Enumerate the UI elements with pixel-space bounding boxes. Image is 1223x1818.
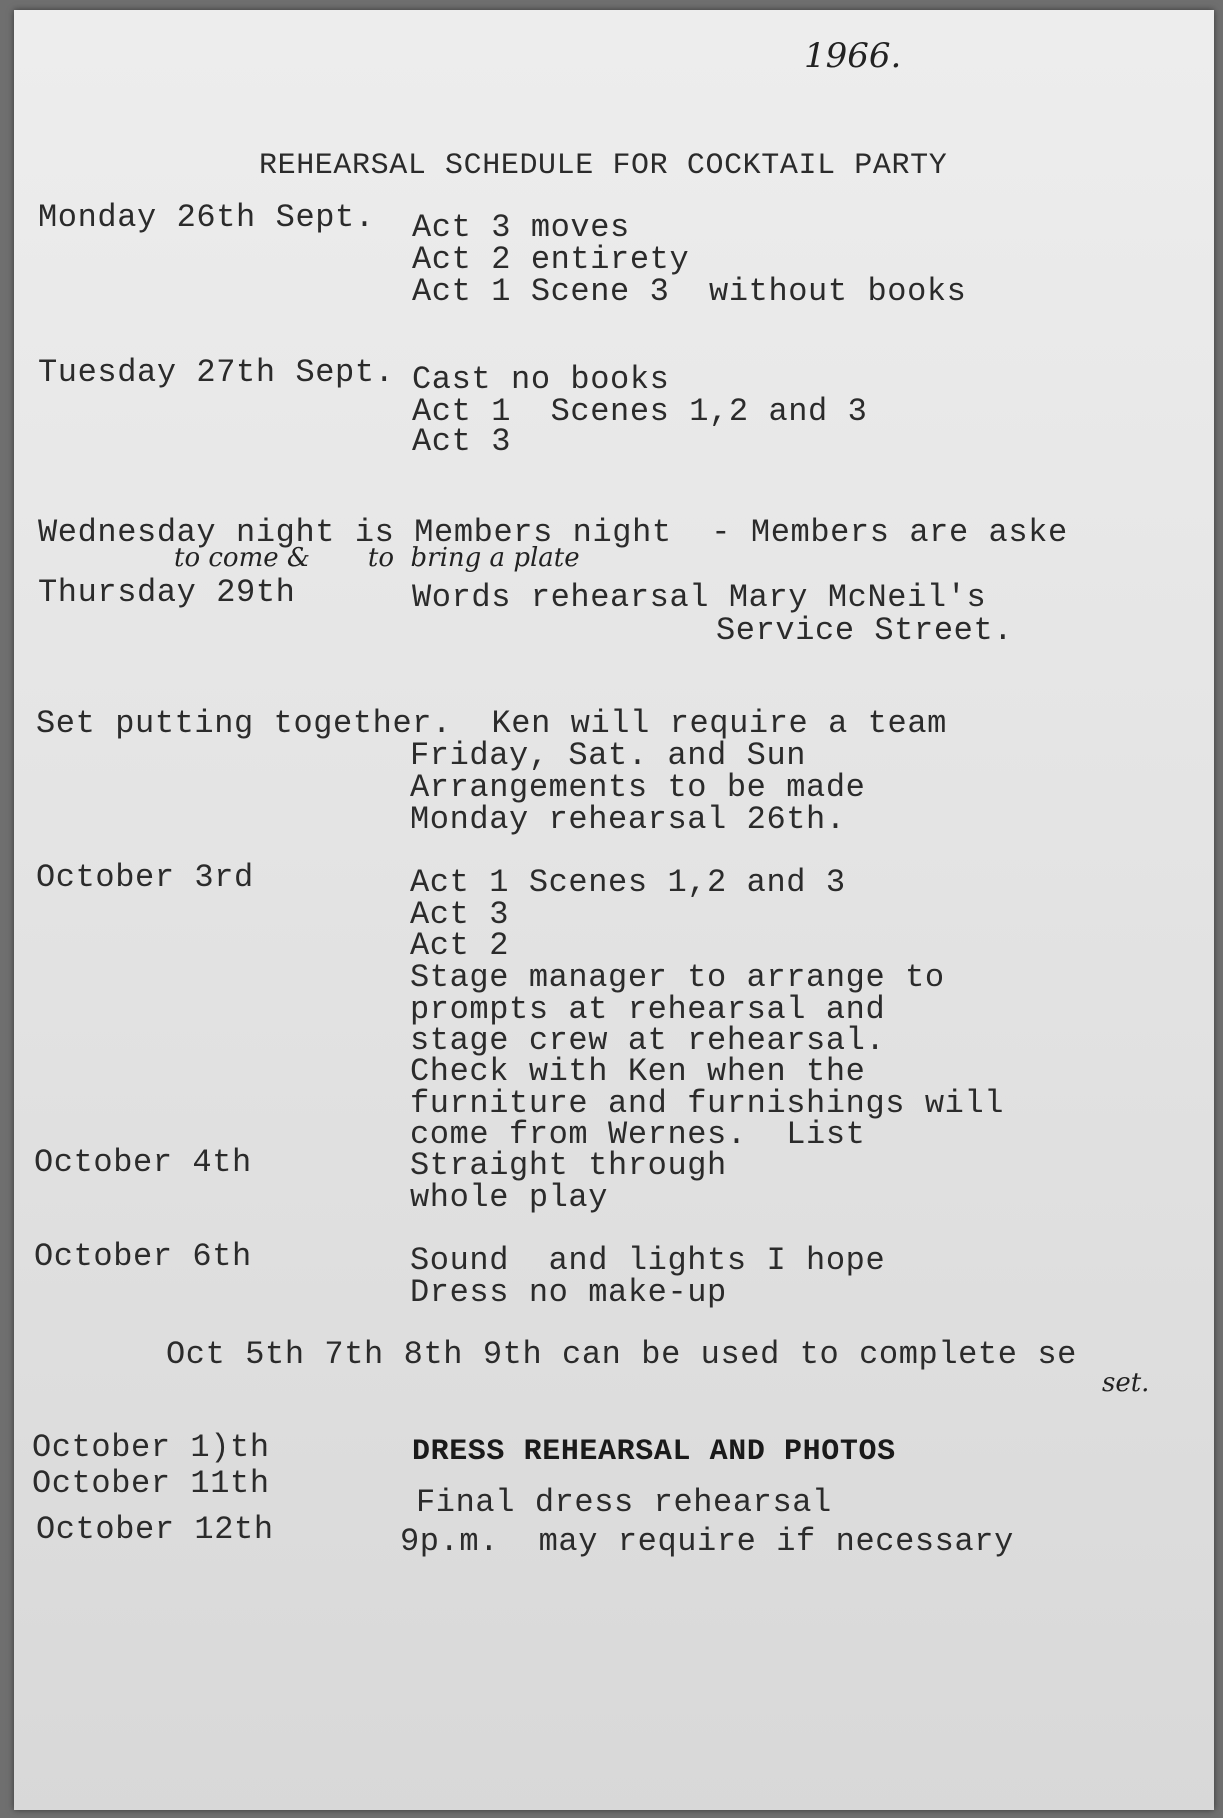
schedule-line: Check with Ken when the — [410, 1053, 866, 1090]
handwritten-insert: to come & to bring a plate — [174, 543, 580, 573]
schedule-line: Words rehearsal Mary McNeil's — [412, 579, 987, 616]
schedule-line: Act 3 — [412, 423, 512, 460]
schedule-line: Act 1 Scenes 1,2 and 3 — [410, 864, 846, 901]
schedule-line: Act 2 — [410, 927, 510, 964]
date-oct-10: October 1)th — [32, 1429, 270, 1466]
schedule-line: furniture and furnishings will — [410, 1085, 1005, 1122]
schedule-line: whole play — [410, 1179, 609, 1216]
date-monday: Monday 26th Sept. — [38, 199, 375, 236]
year-annotation: 1966. — [804, 36, 902, 76]
schedule-line: Stage manager to arrange to — [410, 959, 945, 996]
schedule-line: Final dress rehearsal — [416, 1484, 832, 1521]
schedule-line: Act 3 moves — [412, 209, 630, 246]
schedule-line: Dress no make-up — [410, 1274, 727, 1311]
schedule-line: Act 2 entirety — [412, 241, 690, 278]
date-oct-11: October 11th — [32, 1465, 270, 1502]
schedule-line: Cast no books — [412, 361, 670, 398]
schedule-line: 9p.m. may require if necessary — [400, 1523, 1014, 1560]
schedule-line: come from Wernes. List — [410, 1116, 866, 1153]
date-oct-3: October 3rd — [36, 859, 254, 896]
schedule-line: Friday, Sat. and Sun — [410, 737, 807, 774]
other-days-note: Oct 5th 7th 8th 9th can be used to complete se — [166, 1336, 1077, 1373]
schedule-line: Service Street. — [716, 612, 1014, 649]
schedule-line: Act 1 Scene 3 without books — [412, 273, 967, 310]
document-title: REHEARSAL SCHEDULE FOR COCKTAIL PARTY — [259, 149, 948, 183]
schedule-line: Act 3 — [410, 896, 510, 933]
dress-rehearsal-photos: DRESS REHEARSAL AND PHOTOS — [412, 1435, 896, 1469]
date-thursday: Thursday 29th — [38, 574, 296, 611]
schedule-line: prompts at rehearsal and — [410, 991, 886, 1028]
schedule-line: Straight through — [410, 1147, 727, 1184]
date-oct-6: October 6th — [34, 1238, 252, 1275]
document-page — [14, 10, 1214, 1810]
schedule-line: Act 1 Scenes 1,2 and 3 — [412, 393, 868, 430]
set-note: Set putting together. Ken will require a team — [36, 705, 947, 742]
date-oct-4: October 4th — [34, 1144, 252, 1181]
date-tuesday: Tuesday 27th Sept. — [38, 354, 395, 391]
wednesday-note: Wednesday night is Members night - Members are aske — [38, 514, 1068, 551]
schedule-line: stage crew at rehearsal. — [410, 1022, 886, 1059]
handwritten-set: set. — [1102, 1368, 1150, 1398]
schedule-line: Arrangements to be made — [410, 769, 866, 806]
schedule-line: Sound and lights I hope — [410, 1242, 886, 1279]
date-oct-12: October 12th — [36, 1511, 274, 1548]
schedule-line: Monday rehearsal 26th. — [410, 801, 846, 838]
